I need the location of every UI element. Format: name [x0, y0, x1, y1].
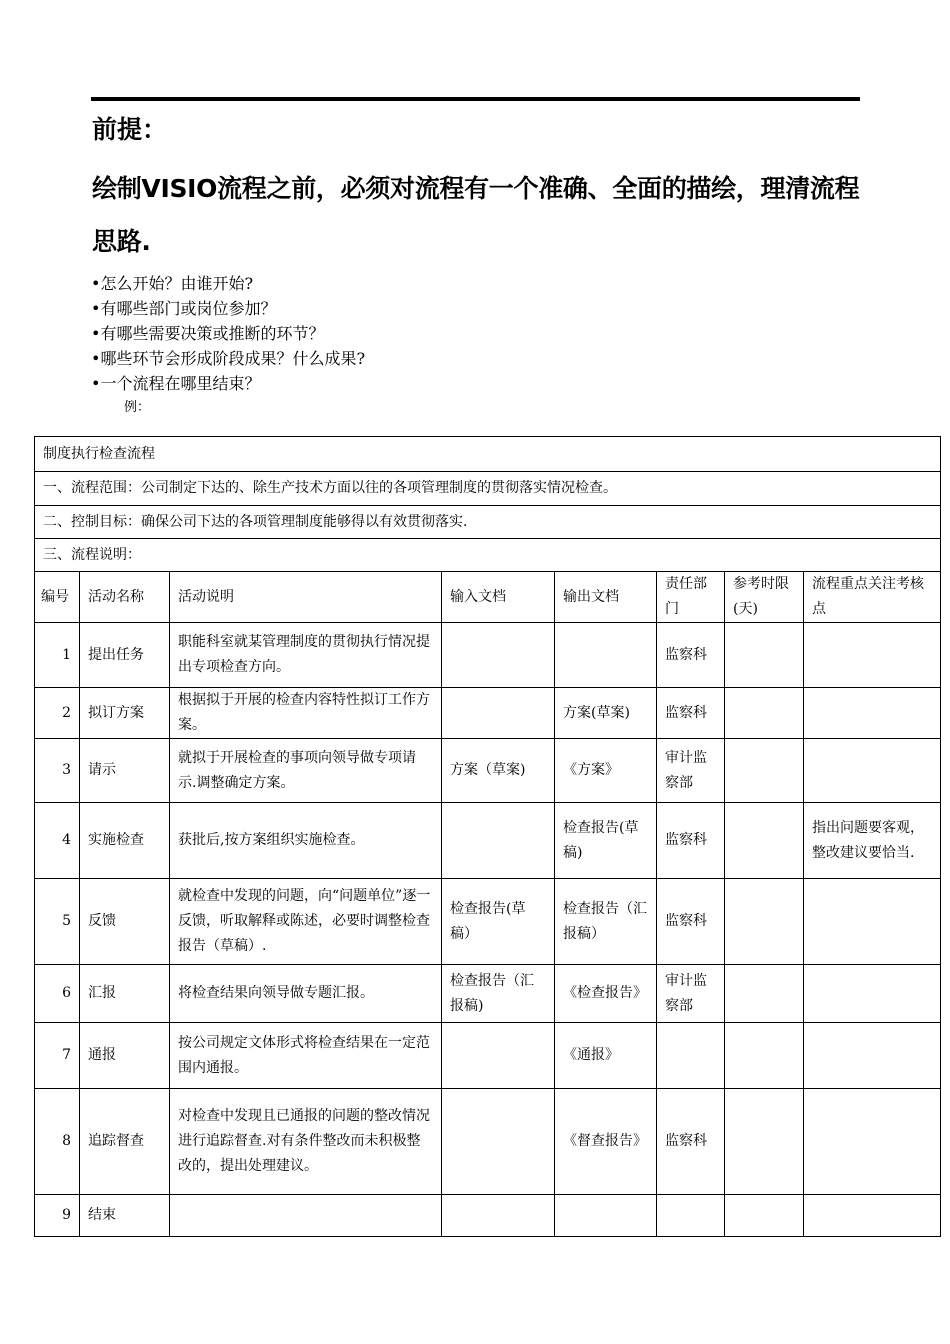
- table-row: [35, 688, 941, 739]
- time-limit: [725, 965, 804, 1023]
- table-row: [35, 803, 941, 879]
- input-doc: [442, 1195, 555, 1237]
- time-limit: [725, 739, 804, 803]
- question-item: •有哪些部门或岗位参加？: [91, 299, 277, 318]
- row-number: 6: [35, 965, 80, 1023]
- output-doc: 《督查报告》: [555, 1089, 657, 1195]
- input-doc: 检查报告(草稿）: [442, 879, 555, 965]
- responsible-dept: 审计监察部: [657, 739, 725, 803]
- input-doc: 方案（草案): [442, 739, 555, 803]
- column-header: 流程重点关注考核点: [804, 572, 941, 623]
- top-rule: [91, 97, 860, 101]
- output-doc: 检查报告(草稿): [555, 803, 657, 879]
- column-header: 责任部门: [657, 572, 725, 623]
- scope-row: [35, 472, 941, 506]
- row-number: 8: [35, 1089, 80, 1195]
- output-doc: 《通报》: [555, 1023, 657, 1089]
- table-row: [35, 1023, 941, 1089]
- focus-point: [804, 739, 941, 803]
- table-title: 制度执行检查流程: [35, 437, 941, 472]
- activity-desc: 就拟于开展检查的事项向领导做专项请示.调整确定方案。: [170, 739, 442, 803]
- activity-name: 实施检查: [80, 803, 170, 879]
- output-doc: 《检查报告》: [555, 965, 657, 1023]
- row-number: 5: [35, 879, 80, 965]
- input-doc: [442, 688, 555, 739]
- activity-desc: 就检查中发现的问题，向“问题单位”逐一反馈，听取解释或陈述，必要时调整检查报告（草稿）.: [170, 879, 442, 965]
- column-header: 编号: [35, 572, 80, 623]
- activity-desc: 职能科室就某管理制度的贯彻执行情况提出专项检查方向。: [170, 623, 442, 688]
- column-header: 参考时限(天): [725, 572, 804, 623]
- process-scope: 一、流程范围：公司制定下达的、除生产技术方面以往的各项管理制度的贯彻落实情况检查。: [35, 472, 941, 506]
- row-number: 3: [35, 739, 80, 803]
- row-number: 9: [35, 1195, 80, 1237]
- row-number: 2: [35, 688, 80, 739]
- activity-desc: 按公司规定文体形式将检查结果在一定范围内通报。: [170, 1023, 442, 1089]
- focus-point: 指出问题要客观，整改建议要恰当.: [804, 803, 941, 879]
- focus-point: [804, 879, 941, 965]
- question-item: •一个流程在哪里结束？: [91, 374, 261, 393]
- focus-point: [804, 623, 941, 688]
- example-label: 例：: [124, 400, 151, 415]
- output-doc: 方案(草案): [555, 688, 657, 739]
- column-header-row: [35, 572, 941, 623]
- table-title-row: [35, 437, 941, 472]
- table-row: [35, 739, 941, 803]
- question-item: •怎么开始？由谁开始?: [91, 274, 254, 293]
- desc-header-row: [35, 539, 941, 572]
- output-doc: 《方案》: [555, 739, 657, 803]
- question-item: •哪些环节会形成阶段成果？什么成果?: [91, 349, 366, 368]
- table-row: [35, 879, 941, 965]
- input-doc: [442, 1089, 555, 1195]
- row-number: 7: [35, 1023, 80, 1089]
- activity-desc: 对检查中发现且已通报的问题的整改情况进行追踪督查.对有条件整改而未积极整改的，提出处理建议。: [170, 1089, 442, 1195]
- focus-point: [804, 688, 941, 739]
- focus-point: [804, 1195, 941, 1237]
- premise-heading: 前提：: [92, 115, 168, 144]
- activity-name: 追踪督查: [80, 1089, 170, 1195]
- time-limit: [725, 1023, 804, 1089]
- output-doc: [555, 623, 657, 688]
- focus-point: [804, 1089, 941, 1195]
- activity-desc: 根据拟于开展的检查内容特性拟订工作方案。: [170, 688, 442, 739]
- column-header: 输出文档: [555, 572, 657, 623]
- column-header: 输入文档: [442, 572, 555, 623]
- table-row: [35, 1089, 941, 1195]
- activity-name: 反馈: [80, 879, 170, 965]
- goal-row: [35, 506, 941, 539]
- activity-desc: 将检查结果向领导做专题汇报。: [170, 965, 442, 1023]
- activity-name: 拟订方案: [80, 688, 170, 739]
- process-table: [34, 436, 941, 1237]
- activity-name: 汇报: [80, 965, 170, 1023]
- output-doc: [555, 1195, 657, 1237]
- intro-heading: 绘制VISIO流程之前，必须对流程有一个准确、全面的描绘，理清流程思路.: [92, 174, 860, 256]
- responsible-dept: [657, 1023, 725, 1089]
- responsible-dept: 审计监察部: [657, 965, 725, 1023]
- input-doc: 检查报告（汇报稿): [442, 965, 555, 1023]
- column-header: 活动名称: [80, 572, 170, 623]
- activity-desc: [170, 1195, 442, 1237]
- responsible-dept: 监察科: [657, 623, 725, 688]
- input-doc: [442, 1023, 555, 1089]
- responsible-dept: [657, 1195, 725, 1237]
- process-desc-header: 三、流程说明：: [35, 539, 941, 572]
- activity-desc: 获批后,按方案组织实施检查。: [170, 803, 442, 879]
- question-list: [91, 271, 365, 396]
- responsible-dept: 监察科: [657, 1089, 725, 1195]
- column-header: 活动说明: [170, 572, 442, 623]
- time-limit: [725, 1195, 804, 1237]
- input-doc: [442, 623, 555, 688]
- time-limit: [725, 879, 804, 965]
- time-limit: [725, 1089, 804, 1195]
- table-row: [35, 623, 941, 688]
- activity-name: 结束: [80, 1195, 170, 1237]
- table-row: [35, 965, 941, 1023]
- input-doc: [442, 803, 555, 879]
- output-doc: 检查报告（汇报稿）: [555, 879, 657, 965]
- row-number: 4: [35, 803, 80, 879]
- table-row: [35, 1195, 941, 1237]
- responsible-dept: 监察科: [657, 803, 725, 879]
- activity-name: 请示: [80, 739, 170, 803]
- control-goal: 二、控制目标：确保公司下达的各项管理制度能够得以有效贯彻落实.: [35, 506, 941, 539]
- row-number: 1: [35, 623, 80, 688]
- question-item: •有哪些需要决策或推断的环节？: [91, 324, 325, 343]
- focus-point: [804, 1023, 941, 1089]
- time-limit: [725, 803, 804, 879]
- time-limit: [725, 688, 804, 739]
- time-limit: [725, 623, 804, 688]
- responsible-dept: 监察科: [657, 688, 725, 739]
- focus-point: [804, 965, 941, 1023]
- responsible-dept: 监察科: [657, 879, 725, 965]
- activity-name: 提出任务: [80, 623, 170, 688]
- activity-name: 通报: [80, 1023, 170, 1089]
